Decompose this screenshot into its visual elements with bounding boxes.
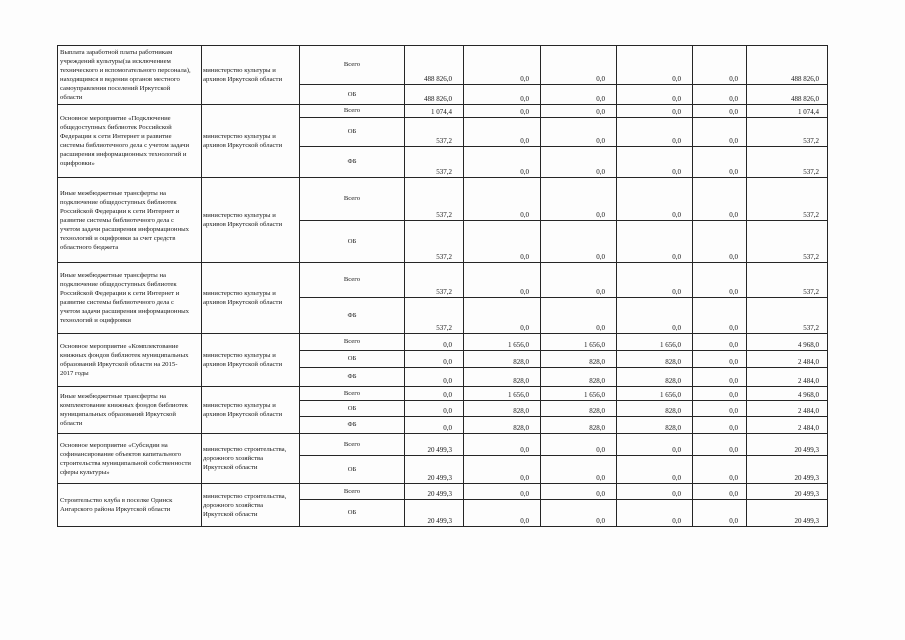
responsible-executor-cell <box>202 484 300 527</box>
table-row <box>58 387 828 401</box>
amount-cell: 0,0 <box>693 105 747 118</box>
activity-name-cell <box>58 387 202 434</box>
amount-cell: 1 656,0 <box>617 387 693 401</box>
total-amount-cell: 2 484,0 <box>747 417 828 434</box>
amount-cell: 0,0 <box>693 401 747 417</box>
amount-cell: 828,0 <box>464 368 541 387</box>
activity-name-line: Основное мероприятие «Комплектование <box>60 343 179 350</box>
activity-name-line: расширения информационных технологий и <box>60 151 187 158</box>
amount-cell: 0,0 <box>617 105 693 118</box>
activity-name-line: строительства муниципальной собственности <box>60 459 192 467</box>
amount-cell: 0,0 <box>405 417 464 434</box>
table-row <box>58 105 828 118</box>
responsible-executor-line: архивов Иркутской области <box>203 76 283 83</box>
amount-cell: 828,0 <box>464 351 541 368</box>
responsible-executor-line: дорожного хозяйства <box>203 501 264 509</box>
amount-cell: 0,0 <box>405 387 464 401</box>
activity-name-line: книжных фондов библиотек муниципальных <box>60 352 189 359</box>
amount-cell: 0,0 <box>693 178 747 221</box>
responsible-executor-line: дорожного хозяйства <box>203 455 264 462</box>
amount-cell: 0,0 <box>617 500 693 527</box>
funding-source-cell: Всего <box>300 484 405 500</box>
responsible-executor-line: министерство культуры и <box>203 133 276 140</box>
amount-cell: 1 656,0 <box>541 387 617 401</box>
activity-name-line: системы библиотечного дела с учетом задачи <box>60 142 190 149</box>
funding-source-cell: Всего <box>300 387 405 401</box>
activity-name-line: областного бюджета <box>60 243 119 251</box>
amount-cell: 0,0 <box>693 334 747 351</box>
activity-name-cell <box>58 334 202 387</box>
amount-cell: 0,0 <box>541 46 617 85</box>
responsible-executor-line: архивов Иркутской области <box>203 299 283 306</box>
activity-name-cell <box>58 46 202 105</box>
total-amount-cell: 4 968,0 <box>747 387 828 401</box>
activity-name-line: Основное мероприятие «Подключение <box>60 115 171 122</box>
responsible-executor-cell <box>202 263 300 334</box>
funding-source-cell: ФБ <box>300 298 405 334</box>
amount-cell: 0,0 <box>464 221 541 263</box>
responsible-executor-cell <box>202 434 300 484</box>
amount-cell: 0,0 <box>405 368 464 387</box>
total-amount-cell: 537,2 <box>747 118 828 147</box>
activity-name-line: Иные межбюджетные трансферты на <box>60 272 167 279</box>
activity-name-line: Федерации к сети Интернет и развитие <box>60 133 172 140</box>
responsible-executor-line: архивов Иркутской области <box>203 142 283 149</box>
responsible-executor-cell <box>202 387 300 434</box>
amount-cell: 828,0 <box>464 401 541 417</box>
amount-cell: 0,0 <box>464 178 541 221</box>
amount-cell: 828,0 <box>617 417 693 434</box>
amount-cell: 0,0 <box>693 118 747 147</box>
amount-cell: 0,0 <box>541 434 617 456</box>
amount-cell: 0,0 <box>693 484 747 500</box>
responsible-executor-line: министерство культуры и <box>203 352 276 359</box>
amount-cell: 828,0 <box>541 351 617 368</box>
amount-cell: 537,2 <box>405 118 464 147</box>
amount-cell: 1 656,0 <box>464 387 541 401</box>
funding-source-cell: Всего <box>300 46 405 85</box>
responsible-executor-line: министерство строительства, <box>203 446 287 453</box>
amount-cell: 537,2 <box>405 221 464 263</box>
total-amount-cell: 20 499,3 <box>747 456 828 484</box>
activity-name-line: общедоступных библиотек Российской <box>60 124 172 131</box>
responsible-executor-cell <box>202 46 300 105</box>
amount-cell: 0,0 <box>617 118 693 147</box>
funding-source-cell: ОБ <box>300 456 405 484</box>
amount-cell: 0,0 <box>464 298 541 334</box>
amount-cell: 537,2 <box>405 178 464 221</box>
amount-cell: 0,0 <box>464 500 541 527</box>
responsible-executor-cell <box>202 334 300 387</box>
total-amount-cell: 488 826,0 <box>747 46 828 85</box>
table-row <box>58 434 828 456</box>
activity-name-line: муниципальных образований Иркутской <box>60 411 176 418</box>
total-amount-cell: 537,2 <box>747 298 828 334</box>
amount-cell: 0,0 <box>464 46 541 85</box>
activity-name-line: технического и вспомогательного персонала), <box>60 67 191 74</box>
budget-table <box>57 45 828 527</box>
total-amount-cell: 537,2 <box>747 263 828 298</box>
amount-cell: 488 826,0 <box>405 46 464 85</box>
amount-cell: 0,0 <box>617 46 693 85</box>
total-amount-cell: 20 499,3 <box>747 500 828 527</box>
funding-source-cell: Всего <box>300 105 405 118</box>
activity-name-cell <box>58 178 202 263</box>
responsible-executor-cell <box>202 105 300 178</box>
activity-name-line: технологий и оцифровки за счет средств <box>60 234 176 242</box>
amount-cell: 828,0 <box>541 417 617 434</box>
funding-source-cell: ОБ <box>300 85 405 105</box>
total-amount-cell: 488 826,0 <box>747 85 828 105</box>
amount-cell: 0,0 <box>617 484 693 500</box>
amount-cell: 0,0 <box>541 105 617 118</box>
amount-cell: 0,0 <box>541 147 617 178</box>
activity-name-line: Выплата заработной платы работникам <box>60 49 173 56</box>
amount-cell: 0,0 <box>617 221 693 263</box>
activity-name-line: учетом задачи расширения информационных <box>60 308 189 315</box>
activity-name-line: 2017 годы <box>60 370 89 377</box>
total-amount-cell: 537,2 <box>747 178 828 221</box>
amount-cell: 0,0 <box>617 147 693 178</box>
amount-cell: 0,0 <box>617 298 693 334</box>
amount-cell: 20 499,3 <box>405 484 464 500</box>
responsible-executor-line: архивов Иркутской области <box>203 221 283 228</box>
table-row <box>58 334 828 351</box>
activity-name-cell <box>58 434 202 484</box>
total-amount-cell: 20 499,3 <box>747 484 828 500</box>
amount-cell: 537,2 <box>405 147 464 178</box>
amount-cell: 828,0 <box>617 351 693 368</box>
amount-cell: 0,0 <box>405 401 464 417</box>
amount-cell: 0,0 <box>617 85 693 105</box>
amount-cell: 1 074,4 <box>405 105 464 118</box>
amount-cell: 0,0 <box>693 263 747 298</box>
total-amount-cell: 4 968,0 <box>747 334 828 351</box>
amount-cell: 0,0 <box>693 147 747 178</box>
amount-cell: 828,0 <box>541 401 617 417</box>
amount-cell: 488 826,0 <box>405 85 464 105</box>
activity-name-line: Основное мероприятие «Субсидии на <box>60 441 168 449</box>
activity-name-line: технологий и оцифровки <box>60 317 131 324</box>
amount-cell: 0,0 <box>617 263 693 298</box>
amount-cell: 537,2 <box>405 298 464 334</box>
amount-cell: 0,0 <box>693 221 747 263</box>
activity-name-line: развитие системы библиотечного дела с <box>60 299 174 306</box>
amount-cell: 0,0 <box>693 298 747 334</box>
funding-source-cell: ФБ <box>300 368 405 387</box>
funding-source-cell: Всего <box>300 434 405 456</box>
amount-cell: 0,0 <box>405 334 464 351</box>
amount-cell: 0,0 <box>464 85 541 105</box>
funding-source-cell: ОБ <box>300 221 405 263</box>
amount-cell: 828,0 <box>464 417 541 434</box>
responsible-executor-line: архивов Иркутской области <box>203 361 283 368</box>
activity-name-line: комплектование книжных фондов библиотек <box>60 402 188 409</box>
activity-name-line: подключение общедоступных библиотек <box>60 198 177 206</box>
amount-cell: 0,0 <box>464 118 541 147</box>
total-amount-cell: 1 074,4 <box>747 105 828 118</box>
funding-source-cell: ОБ <box>300 500 405 527</box>
activity-name-line: области <box>60 94 83 101</box>
amount-cell: 20 499,3 <box>405 434 464 456</box>
amount-cell: 0,0 <box>464 263 541 298</box>
funding-source-cell: Всего <box>300 263 405 298</box>
amount-cell: 0,0 <box>693 351 747 368</box>
amount-cell: 0,0 <box>464 105 541 118</box>
activity-name-line: области <box>60 420 83 427</box>
responsible-executor-line: министерство культуры и <box>203 212 276 219</box>
amount-cell: 0,0 <box>464 147 541 178</box>
amount-cell: 0,0 <box>617 456 693 484</box>
funding-source-cell: ОБ <box>300 118 405 147</box>
amount-cell: 0,0 <box>617 178 693 221</box>
activity-name-line: Иные межбюджетные трансферты на <box>60 393 167 400</box>
activity-name-line: Иные межбюджетные трансферты на <box>60 189 167 197</box>
amount-cell: 1 656,0 <box>464 334 541 351</box>
total-amount-cell: 2 484,0 <box>747 351 828 368</box>
activity-name-cell <box>58 484 202 527</box>
total-amount-cell: 537,2 <box>747 147 828 178</box>
amount-cell: 828,0 <box>617 401 693 417</box>
activity-name-line: софинансирование объектов капитального <box>60 450 182 458</box>
activity-name-line: находящимся в ведении органов местного <box>60 76 180 83</box>
activity-name-line: Ангарского района Иркутской области <box>60 506 171 513</box>
responsible-executor-line: министерство культуры и <box>203 402 276 409</box>
responsible-executor-line: министерство культуры и <box>203 290 276 297</box>
amount-cell: 537,2 <box>405 263 464 298</box>
funding-source-cell: ОБ <box>300 401 405 417</box>
amount-cell: 0,0 <box>541 298 617 334</box>
activity-name-line: образований Иркутской области на 2015- <box>60 361 178 368</box>
table-row <box>58 178 828 221</box>
amount-cell: 0,0 <box>541 456 617 484</box>
responsible-executor-line: министерство культуры и <box>203 67 276 74</box>
amount-cell: 0,0 <box>541 263 617 298</box>
amount-cell: 0,0 <box>693 456 747 484</box>
table-row <box>58 484 828 500</box>
amount-cell: 0,0 <box>541 118 617 147</box>
funding-source-cell: ФБ <box>300 417 405 434</box>
funding-source-cell: ОБ <box>300 351 405 368</box>
amount-cell: 0,0 <box>541 85 617 105</box>
amount-cell: 0,0 <box>693 368 747 387</box>
activity-name-line: Строительство клуба в поселке Одинск <box>60 497 173 504</box>
responsible-executor-cell <box>202 178 300 263</box>
amount-cell: 0,0 <box>693 417 747 434</box>
amount-cell: 0,0 <box>464 456 541 484</box>
responsible-executor-line: Иркутской области <box>203 464 258 471</box>
total-amount-cell: 537,2 <box>747 221 828 263</box>
amount-cell: 0,0 <box>693 387 747 401</box>
amount-cell: 0,0 <box>541 500 617 527</box>
amount-cell: 0,0 <box>541 484 617 500</box>
activity-name-line: самоуправления поселений Иркутской <box>60 85 171 92</box>
amount-cell: 0,0 <box>464 434 541 456</box>
amount-cell: 20 499,3 <box>405 500 464 527</box>
total-amount-cell: 2 484,0 <box>747 368 828 387</box>
table-row <box>58 263 828 298</box>
amount-cell: 1 656,0 <box>541 334 617 351</box>
amount-cell: 0,0 <box>693 434 747 456</box>
activity-name-cell <box>58 263 202 334</box>
total-amount-cell: 2 484,0 <box>747 401 828 417</box>
activity-name-line: учреждений культуры(за исключением <box>60 58 171 65</box>
funding-source-cell: ФБ <box>300 147 405 178</box>
responsible-executor-line: министерство строительства, <box>203 492 287 500</box>
amount-cell: 0,0 <box>693 500 747 527</box>
amount-cell: 828,0 <box>541 368 617 387</box>
responsible-executor-line: Иркутской области <box>203 510 258 518</box>
amount-cell: 0,0 <box>541 221 617 263</box>
amount-cell: 0,0 <box>693 85 747 105</box>
amount-cell: 828,0 <box>617 368 693 387</box>
amount-cell: 0,0 <box>464 484 541 500</box>
activity-name-cell <box>58 105 202 178</box>
activity-name-line: развитие системы библиотечного дела с <box>60 216 174 224</box>
amount-cell: 0,0 <box>693 46 747 85</box>
funding-source-cell: Всего <box>300 334 405 351</box>
activity-name-line: учетом задачи расширения информационных <box>60 225 189 233</box>
amount-cell: 0,0 <box>405 351 464 368</box>
activity-name-line: Российской Федерации к сети Интернет и <box>60 207 180 215</box>
amount-cell: 20 499,3 <box>405 456 464 484</box>
amount-cell: 0,0 <box>617 434 693 456</box>
responsible-executor-line: архивов Иркутской области <box>203 411 283 418</box>
activity-name-line: подключение общедоступных библиотек <box>60 281 177 288</box>
activity-name-line: оцифровки» <box>60 160 95 167</box>
total-amount-cell: 20 499,3 <box>747 434 828 456</box>
table-row <box>58 46 828 85</box>
amount-cell: 0,0 <box>541 178 617 221</box>
funding-source-cell: Всего <box>300 178 405 221</box>
activity-name-line: сферы культуры» <box>60 468 110 476</box>
activity-name-line: Российской Федерации к сети Интернет и <box>60 290 180 297</box>
amount-cell: 1 656,0 <box>617 334 693 351</box>
budget-table-body <box>58 46 828 527</box>
